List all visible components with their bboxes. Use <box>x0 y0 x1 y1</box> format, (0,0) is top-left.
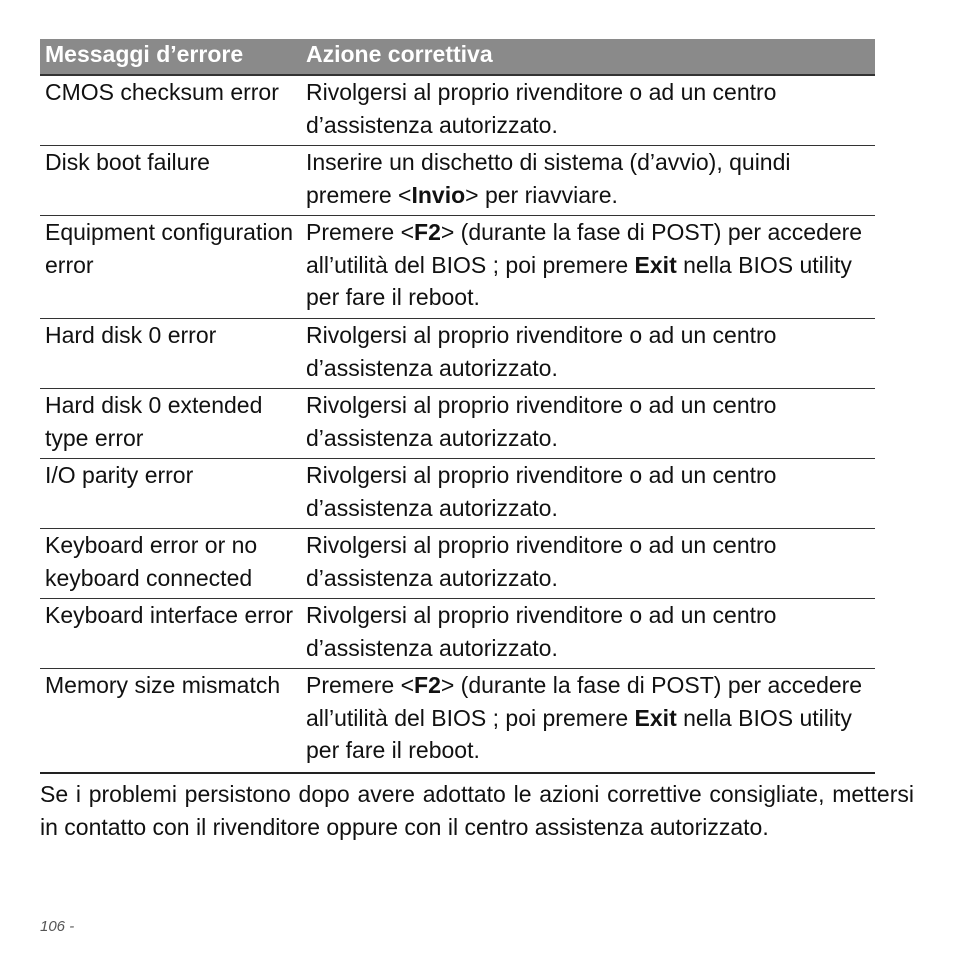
table-row <box>40 76 875 146</box>
error-message: CMOS checksum error <box>45 79 279 105</box>
error-messages-table <box>40 39 875 774</box>
corrective-action: Rivolgersi al proprio rivenditore o ad un centro d’assistenza autorizzato. <box>306 532 777 591</box>
error-message: Hard disk 0 extended type error <box>45 392 263 451</box>
corrective-action: Rivolgersi al proprio rivenditore o ad un centro d’assistenza autorizzato. <box>306 602 777 661</box>
error-message: Keyboard error or no keyboard connected <box>45 532 258 591</box>
error-message: Equipment configuration error <box>45 219 294 278</box>
key-label: Invio <box>411 181 466 208</box>
exit-label: Exit <box>634 251 677 278</box>
exit-label: Exit <box>634 704 677 731</box>
error-message: I/O parity error <box>45 462 194 488</box>
table-row <box>40 319 875 389</box>
table-row <box>40 146 875 216</box>
corrective-action: Inserire un dischetto di sistema (d’avvio), quindi premere <Invio> per riavviare. <box>306 149 791 208</box>
table-row <box>40 216 875 319</box>
table-row <box>40 459 875 529</box>
key-label: F2 <box>414 219 441 245</box>
error-message: Disk boot failure <box>45 149 210 175</box>
error-message: Keyboard interface error <box>45 602 294 628</box>
table-row <box>40 389 875 459</box>
error-message: Memory size mismatch <box>45 672 281 698</box>
corrective-action: Premere <F2> (durante la fase di POST) per accedere all’utilità del BIOS ; poi premere Exit nella BIOS utility per fare il reboot. <box>306 219 863 310</box>
corrective-action: Rivolgersi al proprio rivenditore o ad un centro d’assistenza autorizzato. <box>306 79 777 138</box>
header-corrective-action: Azione correttiva <box>306 41 493 67</box>
table-header <box>40 39 875 76</box>
corrective-action: Premere <F2> (durante la fase di POST) per accedere all’utilità del BIOS ; poi premere Exit nella BIOS utility per fare il reboot. <box>306 672 863 763</box>
page-number: 106 - <box>40 918 75 935</box>
corrective-action: Rivolgersi al proprio rivenditore o ad un centro d’assistenza autorizzato. <box>306 322 777 381</box>
corrective-action: Rivolgersi al proprio rivenditore o ad un centro d’assistenza autorizzato. <box>306 462 777 521</box>
table-row <box>40 529 875 599</box>
corrective-action: Rivolgersi al proprio rivenditore o ad un centro d’assistenza autorizzato. <box>306 392 777 451</box>
error-message: Hard disk 0 error <box>45 322 217 348</box>
header-error-messages: Messaggi d’errore <box>45 41 244 67</box>
key-label: F2 <box>414 672 441 698</box>
footer-paragraph: Se i problemi persistono dopo avere adottato le azioni correttive consigliate, mettersi in contatto con il rivenditore oppure con il centro assistenza autorizzato. <box>40 781 914 840</box>
table-row <box>40 599 875 669</box>
table-row <box>40 669 875 772</box>
